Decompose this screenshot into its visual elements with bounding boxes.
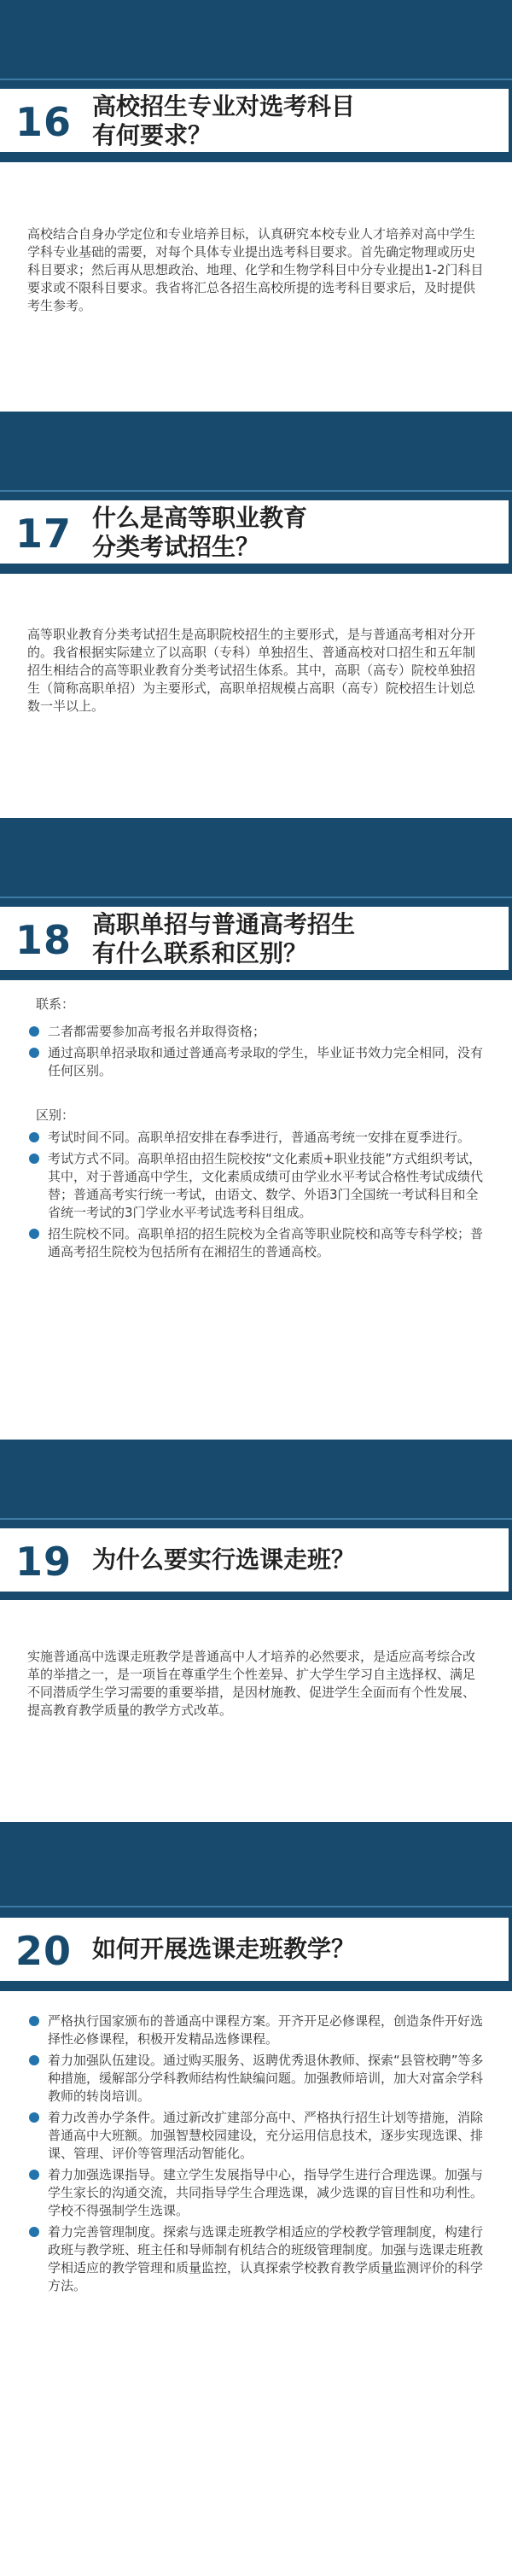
bullet-icon bbox=[29, 2227, 39, 2237]
list-item bbox=[27, 2223, 485, 2295]
section-number: 20 bbox=[15, 1928, 73, 1974]
section-title bbox=[92, 92, 355, 150]
list-item-text: 着力完善管理制度。探索与选课走班教学相适应的学校教学管理制度，构建行政班与教学班、班主任和导师制有机结合的班级管理制度。加强与选课走班教学相适应的教学管理和质量监控，认真探索学校教育教学质量监测评价的科学方法。 bbox=[48, 2224, 484, 2293]
bullet-icon bbox=[29, 2016, 39, 2026]
section-19-banner bbox=[0, 1440, 512, 1600]
list-item-text: 考试方式不同。高职单招由招生院校按“文化素质+职业技能”方式组织考试，其中，对于普通高中学生，文化素质成绩可由学业水平考试合格性考试成绩代替；普通高考实行统一考试，由语文、数学、外语3门全国统一考试科目和全省统一考试的3门学业水平考试选考科目组成。 bbox=[48, 1151, 484, 1220]
list-item-text: 着力改善办学条件。通过新改扩建部分高中、严格执行招生计划等措施，消除普通高中大班额。加强智慧校园建设，充分运用信息技术，逐步实现选课、排课、管理、评价等管理活动智能化。 bbox=[48, 2110, 484, 2161]
bullet-icon bbox=[29, 2112, 39, 2123]
section-16-body: 高校结合自身办学定位和专业培养目标，认真研究本校专业人才培养对高中学生学科专业基础的需要，对每个具体专业提出选考科目要求。首先确定物理或历史科目要求；然后再从思想政治、地理、化学和生物学科目中分专业提出1-2门科目要求或不限科目要求。我省将汇总各招生高校所提的选考科目要求后，及时提供考生参考。 bbox=[27, 226, 484, 313]
banner-line bbox=[0, 897, 512, 898]
bullet-icon bbox=[29, 2170, 39, 2180]
bullet-icon bbox=[29, 1154, 39, 1164]
section-number: 17 bbox=[15, 511, 73, 557]
links-list bbox=[27, 1023, 485, 1084]
section-18-banner bbox=[0, 818, 512, 980]
section-number: 18 bbox=[15, 917, 73, 963]
list-item-text: 着力加强选课指导。建立学生发展指导中心，指导学生进行合理选课。加强与学生家长的沟通交流，共同指导学生合理选课，减少选课的盲目性和功利性。学校不得强制学生选课。 bbox=[48, 2167, 484, 2218]
section-number: 16 bbox=[15, 99, 73, 145]
banner-label bbox=[0, 907, 509, 970]
section-19-body: 实施普通高中选课走班教学是普通高中人才培养的必然要求，是适应高考综合改革的举措之一，是一项旨在尊重学生个性差异、扩大学生学习自主选择权、满足不同潜质学生学习需要的重要举措，是因材施教、促进学生全面而有个性发展、提高教育教学质量的教学方式改革。 bbox=[27, 1649, 476, 1718]
section-title-line-1: 为什么要实行选课走班？ bbox=[92, 1545, 356, 1574]
list-item bbox=[27, 2012, 485, 2048]
section-title-line-2: 有什么联系和区别？ bbox=[92, 939, 308, 967]
list-item bbox=[27, 1225, 485, 1261]
section-title-line-1: 高职单招与普通高考招生 bbox=[92, 910, 356, 938]
bullet-icon bbox=[29, 1132, 39, 1142]
section-title-line-2: 有何要求？ bbox=[92, 121, 212, 149]
section-17-banner bbox=[0, 412, 512, 574]
section-16-banner bbox=[0, 0, 512, 162]
section-20-banner bbox=[0, 1822, 512, 1991]
banner-line bbox=[0, 1906, 512, 1907]
list-item bbox=[27, 1150, 485, 1222]
bullet-icon bbox=[29, 1048, 39, 1058]
bullet-icon bbox=[29, 1026, 39, 1037]
list-item-text: 通过高职单招录取和通过普通高考录取的学生，毕业证书效力完全相同，没有任何区别。 bbox=[48, 1045, 484, 1078]
banner-label bbox=[0, 89, 509, 152]
list-item bbox=[27, 1023, 485, 1041]
section-title bbox=[92, 1545, 355, 1574]
list-item-text: 二者都需要参加高考报名并取得资格； bbox=[48, 1024, 266, 1039]
bullet-icon bbox=[29, 2055, 39, 2065]
diffs-label: 区别： bbox=[36, 1107, 75, 1123]
list-item-text: 着力加强队伍建设。通过购买服务、返聘优秀退休教师、探索“县管校聘”等多种措施，缓解部分学科教师结构性缺编问题。加强教师培训，加大对富余学科教师的转岗培训。 bbox=[48, 2053, 484, 2104]
banner-label bbox=[0, 1528, 509, 1592]
measures-list bbox=[27, 2012, 485, 2299]
banner-label bbox=[0, 1918, 509, 1981]
section-title-line-1: 如何开展选课走班教学？ bbox=[92, 1935, 356, 1963]
section-title bbox=[92, 1935, 355, 1964]
section-title-line-2: 分类考试招生？ bbox=[92, 533, 260, 561]
diffs-list bbox=[27, 1129, 485, 1265]
list-item-text: 招生院校不同。高职单招的招生院校为全省高等职业院校和高等专科学校；普通高考招生院校为包括所有在湘招生的普通高校。 bbox=[48, 1226, 484, 1259]
section-number: 19 bbox=[15, 1539, 73, 1585]
list-item-text: 严格执行国家颁布的普通高中课程方案。开齐开足必修课程，创造条件开好选择性必修课程，积极开发精品选修课程。 bbox=[48, 2013, 484, 2047]
section-title bbox=[92, 910, 355, 968]
list-item bbox=[27, 2052, 485, 2106]
section-title bbox=[92, 504, 307, 562]
list-item-text: 考试时间不同。高职单招安排在春季进行，普通高考统一安排在夏季进行。 bbox=[48, 1130, 471, 1145]
banner-label bbox=[0, 500, 509, 564]
list-item bbox=[27, 2166, 485, 2220]
list-item bbox=[27, 1129, 485, 1147]
section-17-body: 高等职业教育分类考试招生是高职院校招生的主要形式，是与普通高考相对分开的。我省根据实际建立了以高职（专科）单独招生、普通高校对口招生和五年制招生相结合的高等职业教育分类考试招生体系。其中，高职（高专）院校单独招生（简称高职单招）为主要形式，高职单招规模占高职（高专）院校招生计划总数一半以上。 bbox=[27, 627, 476, 714]
section-title-line-1: 什么是高等职业教育 bbox=[92, 504, 308, 532]
section-title-line-1: 高校招生专业对选考科目 bbox=[92, 92, 356, 120]
links-label: 联系： bbox=[36, 996, 75, 1012]
banner-line bbox=[0, 490, 512, 492]
list-item bbox=[27, 1044, 485, 1080]
bullet-icon bbox=[29, 1229, 39, 1239]
banner-line bbox=[0, 79, 512, 80]
banner-line bbox=[0, 1518, 512, 1520]
list-item bbox=[27, 2109, 485, 2163]
